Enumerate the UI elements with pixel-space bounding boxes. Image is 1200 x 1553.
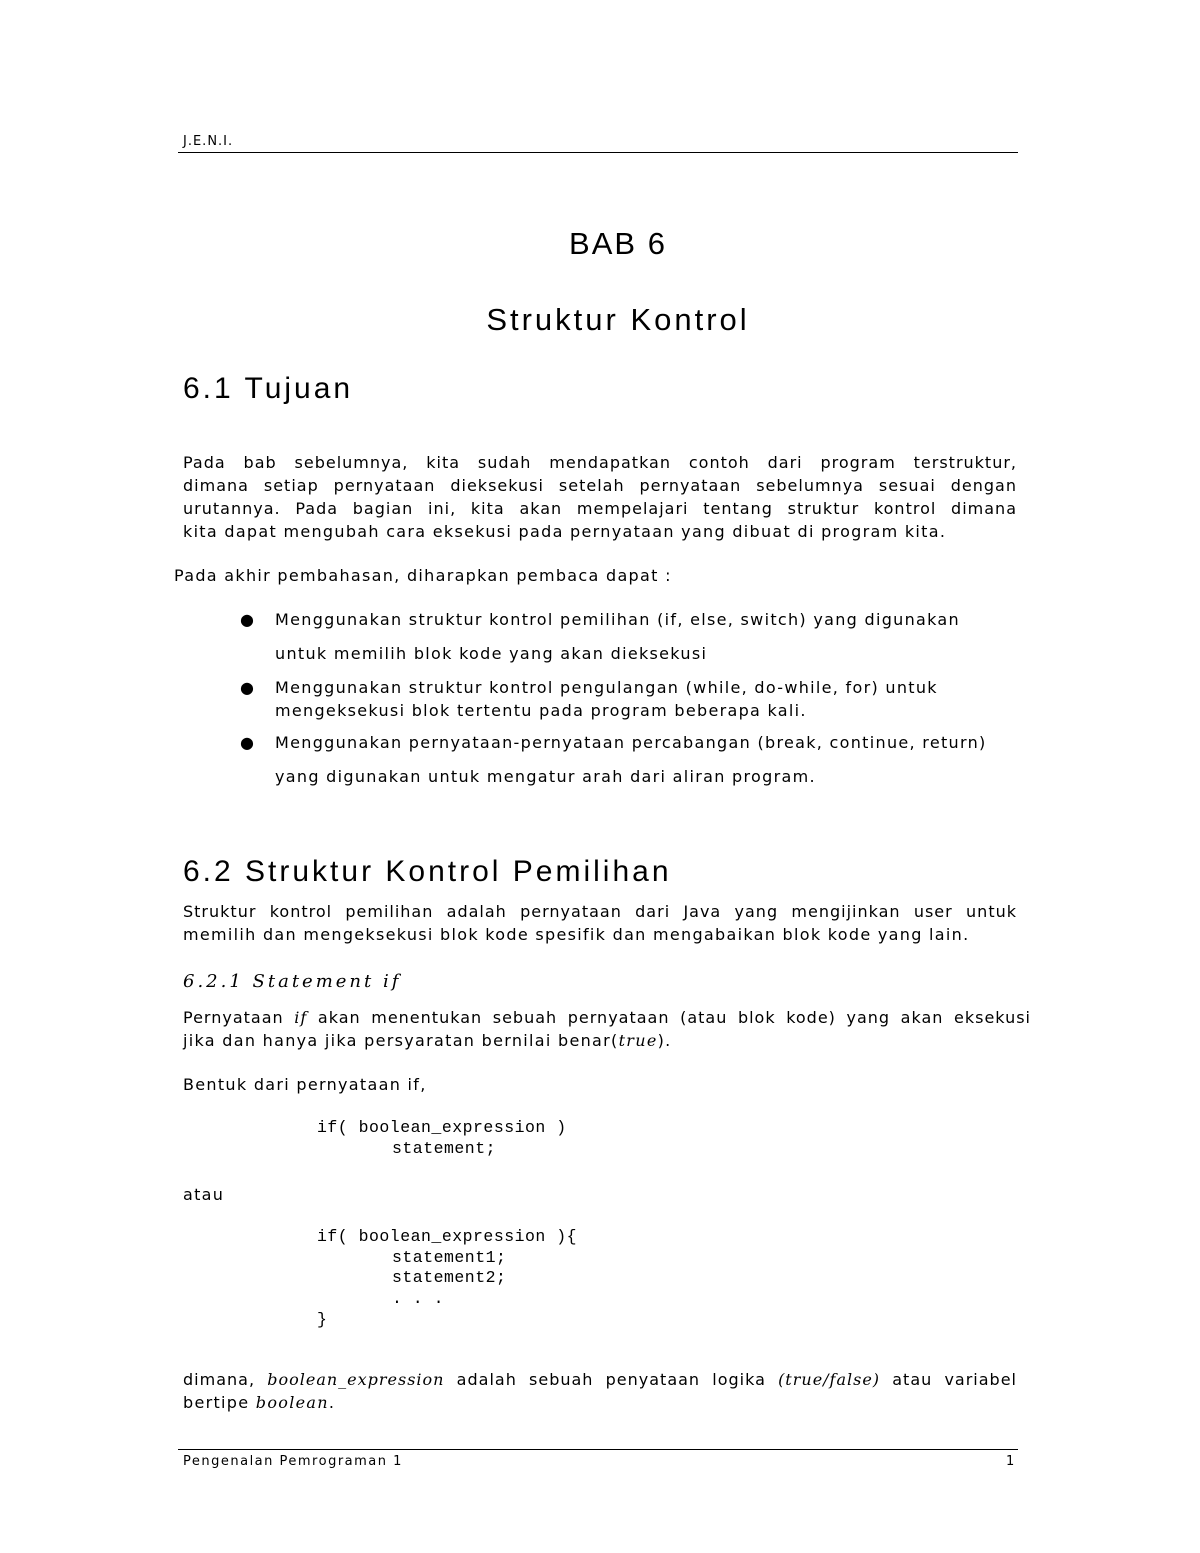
objectives-intro: Pada akhir pembahasan, diharapkan pembaca dapat : (174, 566, 672, 585)
chapter-title: Struktur Kontrol (486, 302, 750, 337)
atau-text: atau (183, 1185, 225, 1204)
bullet-dot-icon: ● (240, 678, 254, 697)
form-intro: Bentuk dari pernyataan if, (183, 1075, 427, 1094)
paragraph-line: urutannya. Pada bagian ini, kita akan mempelajari tentang struktur kontrol dimana (183, 499, 1017, 518)
header-rule (178, 152, 1018, 153)
code-line: if( boolean_expression ){ (317, 1227, 578, 1246)
bullet-item-line: Menggunakan pernyataan-pernyataan percabangan (break, continue, return) (275, 733, 987, 752)
paragraph-line: bertipe boolean. (183, 1393, 336, 1412)
bullet-dot-icon: ● (240, 733, 254, 752)
bullet-item-line: untuk memilih blok kode yang akan dieksekusi (275, 644, 708, 663)
paragraph-line: jika dan hanya jika persyaratan bernilai benar(true). (183, 1031, 672, 1050)
code-line: . . . (392, 1289, 445, 1308)
code-line: } (317, 1310, 328, 1329)
footer-title: Pengenalan Pemrograman 1 (183, 1454, 403, 1469)
paragraph-line: memilih dan mengeksekusi blok kode spesifik dan mengabaikan blok kode yang lain. (183, 925, 970, 944)
paragraph-line: Pada bab sebelumnya, kita sudah mendapatkan contoh dari program terstruktur, (183, 453, 1017, 472)
paragraph-line: kita dapat mengubah cara eksekusi pada pernyataan yang dibuat di program kita. (183, 522, 947, 541)
bullet-dot-icon: ● (240, 610, 254, 629)
bullet-item-line: Menggunakan struktur kontrol pengulangan (while, do-while, for) untuk (275, 678, 938, 697)
code-line: statement1; (392, 1248, 507, 1267)
footer-rule (178, 1449, 1018, 1450)
section-heading-tujuan: 6.1 Tujuan (183, 372, 354, 405)
page-number: 1 (1006, 1454, 1016, 1469)
paragraph-line: Pernyataan if akan menentukan sebuah pernyataan (atau blok kode) yang akan eksekusi (183, 1008, 1031, 1027)
paragraph-line: dimana, boolean_expression adalah sebuah penyataan logika (true/false) atau variabel (183, 1370, 1017, 1389)
subsection-heading-if: 6.2.1 Statement if (183, 971, 402, 992)
code-line: statement2; (392, 1268, 507, 1287)
bullet-item-line: yang digunakan untuk mengatur arah dari aliran program. (275, 767, 816, 786)
chapter-number: BAB 6 (569, 226, 667, 261)
bullet-item-line: Menggunakan struktur kontrol pemilihan (if, else, switch) yang digunakan (275, 610, 960, 629)
code-line: statement; (392, 1139, 497, 1158)
paragraph-line: Struktur kontrol pemilihan adalah pernyataan dari Java yang mengijinkan user untuk (183, 902, 1017, 921)
section-heading-pemilihan: 6.2 Struktur Kontrol Pemilihan (183, 855, 672, 888)
paragraph-line: dimana setiap pernyataan dieksekusi setelah pernyataan sebelumnya sesuai dengan (183, 476, 1017, 495)
running-header: J.E.N.I. (183, 134, 234, 149)
code-line: if( boolean_expression ) (317, 1118, 567, 1137)
bullet-item-line: mengeksekusi blok tertentu pada program beberapa kali. (275, 701, 807, 720)
